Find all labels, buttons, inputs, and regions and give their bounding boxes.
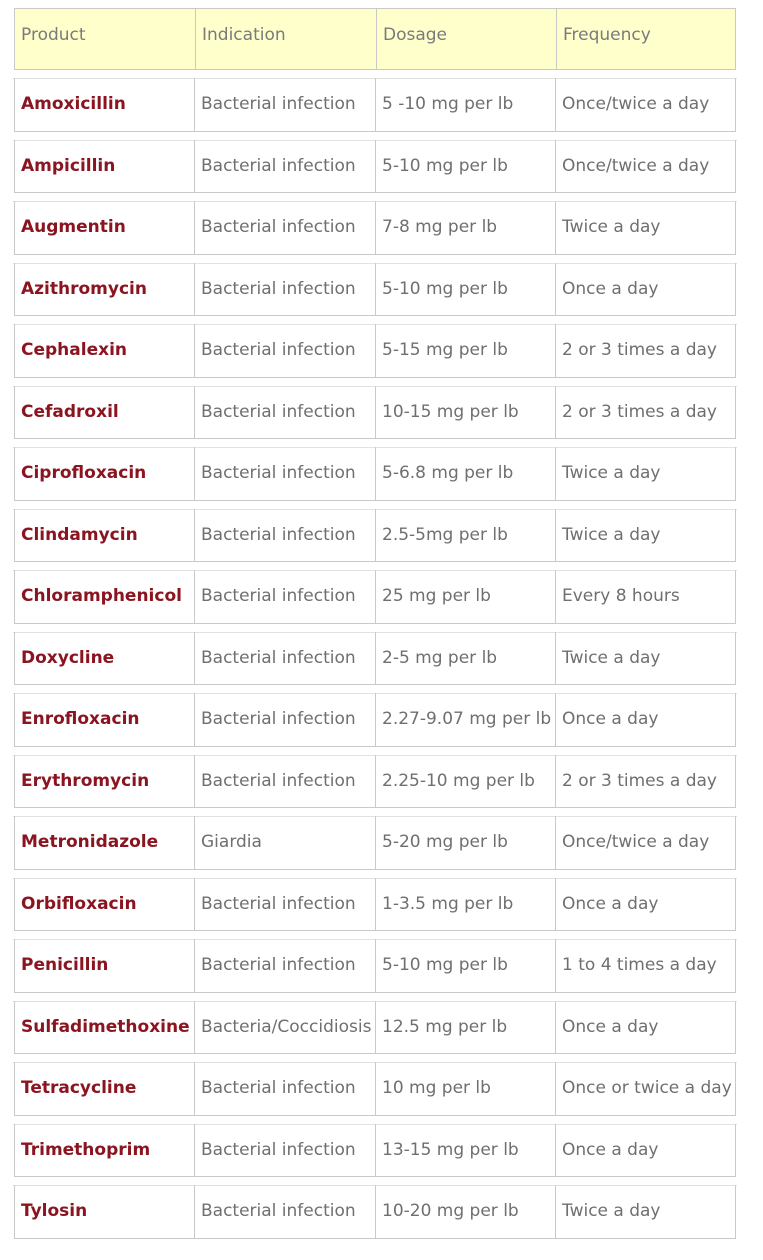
table-cell-dosage: 12.5 mg per lb: [375, 1001, 555, 1054]
table-cell-dosage: 2-5 mg per lb: [375, 632, 555, 685]
table-cell-dosage: 2.27-9.07 mg per lb: [375, 693, 555, 746]
table-cell-frequency: Once a day: [555, 1001, 736, 1054]
table-cell-indication: Bacterial infection: [194, 386, 375, 439]
table-cell-indication: Bacterial infection: [194, 1185, 375, 1238]
table-cell-product: Trimethoprim: [14, 1124, 194, 1177]
table-row: [14, 501, 736, 563]
table-cell-frequency: 2 or 3 times a day: [555, 755, 736, 808]
table-row: [14, 1054, 736, 1116]
table-cell-product: Cephalexin: [14, 324, 194, 377]
table-cell-product: Penicillin: [14, 939, 194, 992]
table-row: [14, 316, 736, 378]
table-cell-frequency: Once/twice a day: [555, 78, 736, 131]
table-cell-indication: Bacterial infection: [194, 509, 375, 562]
table-cell-product: Ampicillin: [14, 140, 194, 193]
table-cell-indication: Bacterial infection: [194, 939, 375, 992]
table-cell-dosage: 5-20 mg per lb: [375, 816, 555, 869]
table-cell-frequency: Once a day: [555, 263, 736, 316]
table-cell-product: Orbifloxacin: [14, 878, 194, 931]
table-cell-product: Ciprofloxacin: [14, 447, 194, 500]
table-cell-indication: Bacterial infection: [194, 1062, 375, 1115]
table-cell-dosage: 2.5-5mg per lb: [375, 509, 555, 562]
table-cell-indication: Giardia: [194, 816, 375, 869]
table-cell-indication: Bacterial infection: [194, 324, 375, 377]
table-cell-product: Erythromycin: [14, 755, 194, 808]
table-cell-product: Tetracycline: [14, 1062, 194, 1115]
table-cell-indication: Bacterial infection: [194, 755, 375, 808]
table-cell-dosage: 5-10 mg per lb: [375, 263, 555, 316]
table-cell-dosage: 10-20 mg per lb: [375, 1185, 555, 1238]
table-cell-product: Tylosin: [14, 1185, 194, 1238]
table-row: [14, 931, 736, 993]
table-cell-indication: Bacteria/Coccidiosis: [194, 1001, 375, 1054]
table-row: [14, 378, 736, 440]
table-cell-dosage: 5-6.8 mg per lb: [375, 447, 555, 500]
table-row: [14, 1177, 736, 1239]
table-cell-frequency: Once a day: [555, 693, 736, 746]
table-row: [14, 993, 736, 1055]
table-cell-indication: Bacterial infection: [194, 140, 375, 193]
table-cell-frequency: Twice a day: [555, 632, 736, 685]
table-row: [14, 808, 736, 870]
table-cell-dosage: 5 -10 mg per lb: [375, 78, 555, 131]
table-cell-product: Chloramphenicol: [14, 570, 194, 623]
table-cell-indication: Bacterial infection: [194, 693, 375, 746]
table-cell-frequency: Twice a day: [555, 447, 736, 500]
table-row: [14, 624, 736, 686]
table-cell-frequency: 2 or 3 times a day: [555, 324, 736, 377]
table-cell-frequency: Once/twice a day: [555, 816, 736, 869]
table-cell-frequency: Every 8 hours: [555, 570, 736, 623]
table-cell-indication: Bacterial infection: [194, 263, 375, 316]
table-cell-dosage: 5-15 mg per lb: [375, 324, 555, 377]
table-cell-frequency: Once a day: [555, 1124, 736, 1177]
table-cell-product: Cefadroxil: [14, 386, 194, 439]
table-row: [14, 870, 736, 932]
table-cell-dosage: 7-8 mg per lb: [375, 201, 555, 254]
table-cell-indication: Bacterial infection: [194, 878, 375, 931]
header-indication: Indication: [195, 9, 376, 69]
table-cell-indication: Bacterial infection: [194, 1124, 375, 1177]
table-cell-dosage: 5-10 mg per lb: [375, 140, 555, 193]
table-cell-frequency: 2 or 3 times a day: [555, 386, 736, 439]
header-dosage: Dosage: [376, 9, 556, 69]
table-row: [14, 1116, 736, 1178]
table-cell-frequency: Once a day: [555, 878, 736, 931]
table-cell-product: Enrofloxacin: [14, 693, 194, 746]
table-cell-product: Doxycline: [14, 632, 194, 685]
table-header-row: [14, 8, 736, 70]
table-cell-indication: Bacterial infection: [194, 632, 375, 685]
table-cell-frequency: Once/twice a day: [555, 140, 736, 193]
table-cell-product: Augmentin: [14, 201, 194, 254]
dosage-table: [14, 8, 736, 1239]
table-cell-product: Sulfadimethoxine: [14, 1001, 194, 1054]
table-cell-dosage: 10 mg per lb: [375, 1062, 555, 1115]
table-row: [14, 193, 736, 255]
table-row: [14, 685, 736, 747]
table-body: [14, 70, 736, 1239]
header-frequency: Frequency: [556, 9, 737, 69]
table-cell-indication: Bacterial infection: [194, 78, 375, 131]
table-cell-frequency: 1 to 4 times a day: [555, 939, 736, 992]
table-cell-dosage: 2.25-10 mg per lb: [375, 755, 555, 808]
table-cell-frequency: Twice a day: [555, 1185, 736, 1238]
table-cell-product: Amoxicillin: [14, 78, 194, 131]
table-row: [14, 132, 736, 194]
table-cell-product: Metronidazole: [14, 816, 194, 869]
table-cell-indication: Bacterial infection: [194, 447, 375, 500]
table-cell-product: Azithromycin: [14, 263, 194, 316]
table-cell-dosage: 25 mg per lb: [375, 570, 555, 623]
table-row: [14, 747, 736, 809]
table-cell-dosage: 13-15 mg per lb: [375, 1124, 555, 1177]
table-cell-indication: Bacterial infection: [194, 570, 375, 623]
table-cell-frequency: Twice a day: [555, 509, 736, 562]
table-cell-product: Clindamycin: [14, 509, 194, 562]
table-cell-dosage: 5-10 mg per lb: [375, 939, 555, 992]
table-row: [14, 255, 736, 317]
table-cell-indication: Bacterial infection: [194, 201, 375, 254]
header-product: Product: [21, 25, 86, 45]
table-cell-dosage: 10-15 mg per lb: [375, 386, 555, 439]
table-row: [14, 70, 736, 132]
table-cell-frequency: Twice a day: [555, 201, 736, 254]
table-cell-dosage: 1-3.5 mg per lb: [375, 878, 555, 931]
table-cell-frequency: Once or twice a day: [555, 1062, 736, 1115]
table-row: [14, 439, 736, 501]
table-row: [14, 562, 736, 624]
